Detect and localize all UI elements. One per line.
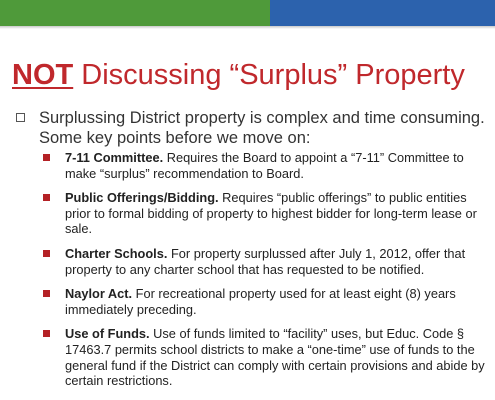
red-square-bullet-icon (43, 290, 50, 297)
main-bullet-point (16, 108, 486, 148)
key-point-text: For property surplussed after July 1, 2012, offer that property to any charter school that has requested to be notified. (65, 245, 466, 277)
key-point-charter-schools (43, 246, 488, 277)
key-point-heading: Charter Schools. (65, 245, 168, 261)
key-points-list (43, 150, 488, 398)
slide-title-rest: Discussing “Surplus” Property (73, 59, 465, 91)
key-point-public-offerings (43, 190, 488, 237)
header-bar-blue-segment (270, 0, 495, 26)
header-bar (0, 0, 495, 26)
key-point-heading: Public Offerings/Bidding. (65, 190, 219, 206)
key-point-7-11-committee (43, 150, 488, 181)
red-square-bullet-icon (43, 330, 50, 337)
key-point-text: Requires the Board to appoint a “7-11” Committee to make “surplus” recommendation to Board. (65, 150, 464, 181)
red-square-bullet-icon (43, 250, 50, 257)
key-point-text: Requires “public offerings” to public entities prior to formal bidding of property to highest bidder for long-term lease or sale. (65, 190, 477, 237)
slide-title (12, 58, 465, 92)
header-bar-shadow (0, 26, 495, 29)
key-point-text: Use of funds limited to “facility” uses, but Educ. Code § 17463.7 permits school districts to make a “one-time” use of funds to the general fund if the District can comply with certain provisions and abide by certain restrictions. (65, 326, 485, 389)
key-point-text: For recreational property used for at least eight (8) years immediately preceding. (65, 286, 456, 317)
key-point-heading: Naylor Act. (65, 286, 133, 302)
slide-title-emphasis: NOT (12, 59, 74, 91)
key-point-heading: Use of Funds. (65, 326, 150, 342)
header-bar-green-segment (0, 0, 270, 26)
key-point-naylor-act (43, 286, 488, 317)
red-square-bullet-icon (43, 194, 50, 201)
main-bullet-text: Surplussing District property is complex and time consuming. Some key points before we move on: (39, 109, 485, 147)
key-point-heading: 7-11 Committee. (65, 150, 164, 165)
key-point-use-of-funds (43, 326, 488, 388)
hollow-square-bullet-icon (16, 113, 25, 122)
red-square-bullet-icon (43, 154, 50, 161)
